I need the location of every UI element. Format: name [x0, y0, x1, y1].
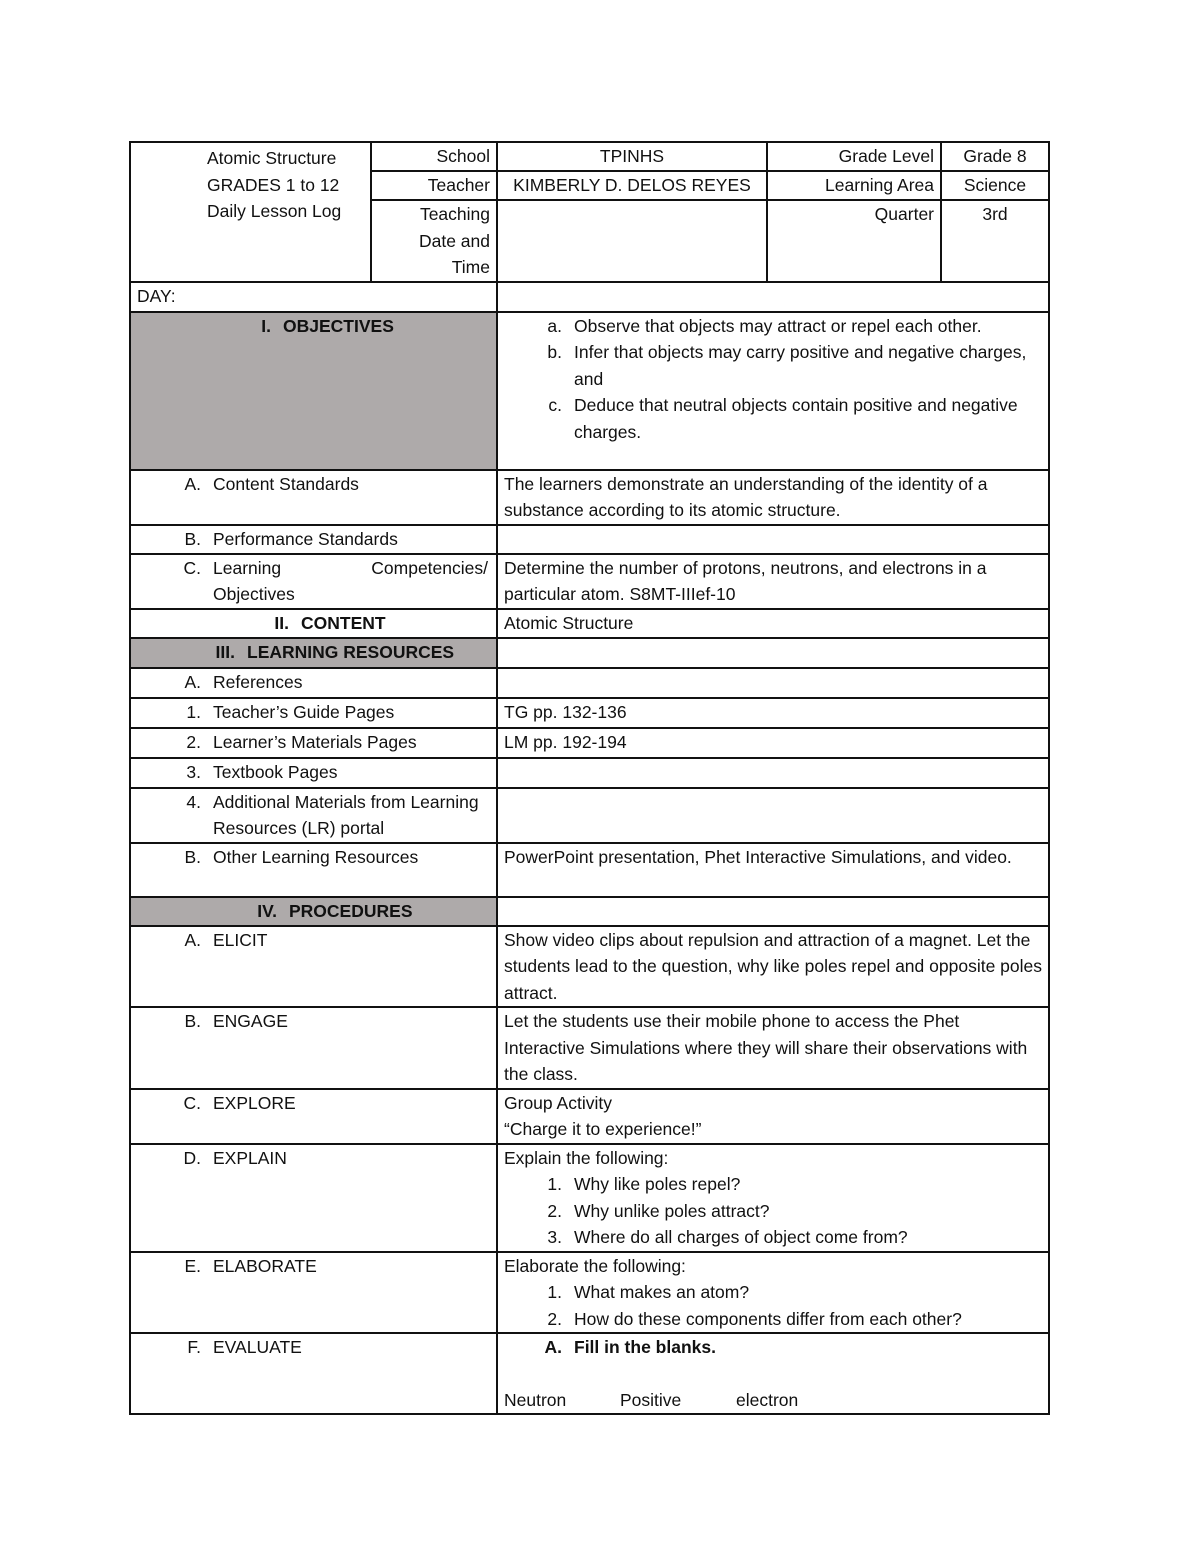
objectives-heading-text: OBJECTIVES — [283, 315, 394, 336]
school-label: School — [371, 142, 497, 171]
other-resources-label — [130, 843, 497, 897]
content-standards-label — [130, 470, 497, 525]
learning-resources-value — [497, 638, 1049, 668]
header-title-line: GRADES 1 to 12 — [207, 174, 340, 195]
row-num: C. — [183, 1092, 201, 1113]
engage-label — [130, 1007, 497, 1089]
evaluate-part — [504, 1334, 1042, 1361]
explore-label — [130, 1089, 497, 1144]
objective-marker: c. — [548, 395, 562, 415]
school-value: TPINHS — [497, 142, 767, 171]
row-num: A. — [184, 929, 201, 950]
list-text: Where do all charges of object come from? — [574, 1227, 908, 1247]
teacher-value: KIMBERLY D. DELOS REYES — [497, 171, 767, 200]
objective-item — [504, 339, 1042, 392]
word-bank — [504, 1387, 1042, 1414]
day-label: DAY: — [130, 282, 497, 312]
objective-marker: a. — [547, 315, 562, 336]
row-label: References — [213, 671, 303, 692]
additional-materials-label — [130, 788, 497, 843]
objective-marker: b. — [547, 342, 562, 362]
word-bank-item: Neutron — [504, 1389, 567, 1410]
explain-item — [504, 1198, 1042, 1225]
learners-materials-label — [130, 728, 497, 758]
row-num: IV. — [257, 900, 277, 921]
row-label: EVALUATE — [213, 1337, 302, 1357]
row-num: 1. — [186, 701, 201, 722]
references-value — [497, 668, 1049, 698]
objectives-heading — [130, 312, 497, 470]
row-label: Additional Materials from Learning Resources (LR) portal — [213, 791, 479, 838]
learning-area-label: Learning Area — [767, 171, 941, 200]
row-num: D. — [183, 1147, 201, 1168]
teaching-date-label-line: Time — [451, 257, 490, 277]
textbook-value — [497, 758, 1049, 788]
day-value — [497, 282, 1049, 312]
list-text: Fill in the blanks. — [574, 1337, 716, 1357]
content-value: Atomic Structure — [497, 609, 1049, 638]
elaborate-item — [504, 1306, 1042, 1333]
row-label: Content Standards — [213, 473, 359, 494]
row-label: ELICIT — [213, 929, 268, 950]
lesson-log-table — [129, 141, 1050, 1415]
row-num: B. — [184, 528, 201, 549]
elaborate-label — [130, 1252, 497, 1334]
elicit-value: Show video clips about repulsion and attraction of a magnet. Let the students lead to the question, why like poles repel and opposite poles attract. — [497, 926, 1049, 1008]
row-num: A. — [184, 473, 201, 494]
row-num: B. — [184, 1011, 201, 1031]
elaborate-value — [497, 1252, 1049, 1334]
quarter-label: Quarter — [767, 200, 941, 282]
header-title-line: Atomic Structure — [207, 148, 337, 168]
row-label: Learning Competencies/ Objectives — [213, 557, 488, 604]
explore-value-line: “Charge it to experience!” — [504, 1119, 702, 1139]
header-title — [130, 142, 371, 282]
list-marker: 1. — [547, 1174, 562, 1194]
evaluate-list — [504, 1334, 1042, 1361]
teaching-date-label-line: Date and — [418, 230, 490, 251]
objectives-list — [504, 313, 1042, 446]
row-num: B. — [184, 846, 201, 867]
list-text: How do these components differ from each other? — [574, 1308, 962, 1329]
row-label: ELABORATE — [213, 1255, 317, 1276]
row-label: LEARNING RESOURCES — [247, 641, 455, 662]
row-num: F. — [187, 1337, 201, 1357]
list-marker: 2. — [547, 1200, 562, 1221]
objective-text: Deduce that neutral objects contain positive and negative charges. — [574, 395, 1018, 442]
list-marker: 3. — [547, 1227, 562, 1247]
evaluate-label — [130, 1333, 497, 1414]
quarter-value: 3rd — [941, 200, 1049, 282]
spacer — [504, 1361, 1042, 1387]
row-num: 2. — [186, 731, 201, 752]
row-num: 3. — [186, 761, 201, 782]
elaborate-intro: Elaborate the following: — [504, 1255, 686, 1276]
explore-value-line: Group Activity — [504, 1092, 612, 1113]
list-text: Why like poles repel? — [574, 1174, 741, 1194]
teacher-label: Teacher — [371, 171, 497, 200]
row-label: Textbook Pages — [213, 761, 338, 782]
row-label: Teacher’s Guide Pages — [213, 701, 395, 722]
learning-area-value: Science — [941, 171, 1049, 200]
procedures-value — [497, 897, 1049, 926]
teachers-guide-value: TG pp. 132-136 — [497, 698, 1049, 728]
explain-list — [504, 1171, 1042, 1251]
explain-item — [504, 1171, 1042, 1198]
list-marker: A. — [544, 1337, 562, 1357]
textbook-label — [130, 758, 497, 788]
objectives-list-cell — [497, 312, 1049, 470]
list-text: Why unlike poles attract? — [574, 1200, 770, 1221]
learning-competencies-value: Determine the number of protons, neutrons, and electrons in a particular atom. S8MT-IIIef-10 — [497, 554, 1049, 609]
row-label: CONTENT — [301, 612, 386, 633]
row-label: EXPLAIN — [213, 1147, 287, 1168]
objective-text: Infer that objects may carry positive and negative charges, and — [574, 342, 1027, 389]
additional-materials-value — [497, 788, 1049, 843]
engage-value: Let the students use their mobile phone to access the Phet Interactive Simulations where they will share their observations with the class. — [497, 1007, 1049, 1089]
row-label: Performance Standards — [213, 528, 398, 549]
explain-intro: Explain the following: — [504, 1147, 669, 1168]
teaching-date-label-line: Teaching — [419, 204, 490, 224]
teachers-guide-label — [130, 698, 497, 728]
elaborate-list — [504, 1279, 1042, 1332]
teaching-date-value — [497, 200, 767, 282]
content-heading — [130, 609, 497, 638]
learning-competencies-label — [130, 554, 497, 609]
row-num: C. — [183, 557, 201, 578]
list-text: What makes an atom? — [574, 1282, 750, 1302]
elaborate-item — [504, 1279, 1042, 1306]
explain-item — [504, 1224, 1042, 1251]
performance-standards-label — [130, 525, 497, 554]
evaluate-value — [497, 1333, 1049, 1414]
row-label: Learner’s Materials Pages — [213, 731, 417, 752]
grade-level-value: Grade 8 — [941, 142, 1049, 171]
elicit-label — [130, 926, 497, 1008]
word-bank-item: Positive — [620, 1389, 682, 1410]
row-num: E. — [184, 1255, 201, 1276]
header-title-line: Daily Lesson Log — [207, 201, 342, 221]
objectives-heading-num: I. — [261, 315, 271, 336]
list-marker: 2. — [547, 1308, 562, 1329]
word-bank-item: electron — [736, 1389, 799, 1410]
row-label: Other Learning Resources — [213, 846, 419, 867]
list-marker: 1. — [547, 1282, 562, 1302]
row-label: EXPLORE — [213, 1092, 296, 1113]
row-num: II. — [274, 612, 289, 633]
row-num: A. — [184, 671, 201, 692]
objective-item — [504, 392, 1042, 445]
row-num: III. — [215, 641, 235, 662]
learning-resources-heading — [130, 638, 497, 668]
explain-label — [130, 1144, 497, 1252]
performance-standards-value — [497, 525, 1049, 554]
row-label: PROCEDURES — [289, 900, 413, 921]
objective-text: Observe that objects may attract or repel each other. — [574, 315, 982, 336]
row-label: ENGAGE — [213, 1011, 288, 1031]
references-label — [130, 668, 497, 698]
explore-value — [497, 1089, 1049, 1144]
row-num: 4. — [186, 791, 201, 812]
learners-materials-value: LM pp. 192-194 — [497, 728, 1049, 758]
objective-item — [504, 313, 1042, 340]
teaching-date-label — [371, 200, 497, 282]
content-standards-value: The learners demonstrate an understanding of the identity of a substance according to its atomic structure. — [497, 470, 1049, 525]
explain-value — [497, 1144, 1049, 1252]
procedures-heading — [130, 897, 497, 926]
lesson-log-document — [129, 141, 1048, 1415]
other-resources-value: PowerPoint presentation, Phet Interactive Simulations, and video. — [497, 843, 1049, 897]
grade-level-label: Grade Level — [767, 142, 941, 171]
